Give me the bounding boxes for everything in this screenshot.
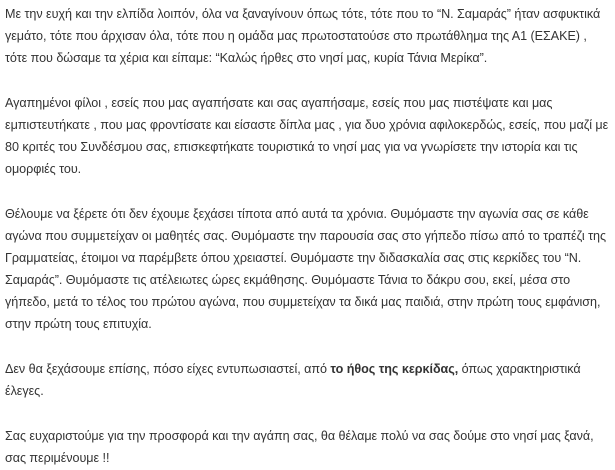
article-body: [0, 3, 615, 469]
paragraph-4-text-end: όπως χαρακτηριστικά έλεγες.: [5, 362, 581, 398]
paragraph-5: Σας ευχαριστούμε για την προσφορά και την αγάπη σας, θα θέλαμε πολύ να σας δούμε στο νησί μας ξανά, σας περιμένουμε !!: [5, 429, 594, 465]
paragraph-3: Θέλουμε να ξέρετε ότι δεν έχουμε ξεχάσει τίποτα από αυτά τα χρόνια. Θυμόμαστε την αγωνία σας σε κάθε αγώνα που συμμετείχαν οι μαθητές σας. Θυμόμαστε την παρουσία σας στο γήπεδο πίσω από το τραπέζι της Γραμματείας, έτοιμοι να παρέμβετε όπου χρειαστεί. Θυμόμαστε την διδασκαλία σας στις κερκίδες του “Ν. Σαμαράς”. Θυμόμαστε τις ατέλειωτες ώρες εκμάθησης. Θυμόμαστε Τάνια το δάκρυ σου, εκεί, μέσα στο γήπεδο, μετά το τέλος του πρώτου αγώνα, που συμμετείχαν τα δικά μας παιδιά, στην πρώτη τους εμφάνιση, στην πρώτη τους επιτυχία.: [5, 207, 606, 331]
paragraph-4-bold-text: το ήθος της κερκίδας,: [330, 362, 459, 376]
paragraph-4: [5, 358, 611, 402]
paragraph-1: Με την ευχή και την ελπίδα λοιπόν, όλα να ξαναγίνουν όπως τότε, τότε που το “Ν. Σαμαράς” ήταν ασφυκτικά γεμάτο, τότε που άρχισαν όλα, τότε που η ομάδα μας πρωτοστατούσε στο πρωτάθλημα της Α1 (ΕΣΑΚΕ) , τότε που δώσαμε τα χέρια και είπαμε: “Καλώς ήρθες στο νησί μας, κυρία Τάνια Μερίκα”.: [5, 7, 601, 65]
paragraph-4-text-start: Δεν θα ξεχάσουμε επίσης, πόσο είχες εντυπωσιαστεί, από: [5, 362, 331, 376]
paragraph-2: Αγαπημένοι φίλοι , εσείς που μας αγαπήσατε και σας αγαπήσαμε, εσείς που μας πιστέψατε και μας εμπιστευτήκατε , που μας φροντίσατε και είσαστε δίπλα μας , για δυο χρόνια αφιλοκερδώς, εσείς, που μαζί με 80 κριτές του Συνδέσμου σας, επισκεφτήκατε τουριστικά το νησί μας για να γνωρίσετε την ιστορία και τις ομορφιές του.: [5, 96, 609, 176]
